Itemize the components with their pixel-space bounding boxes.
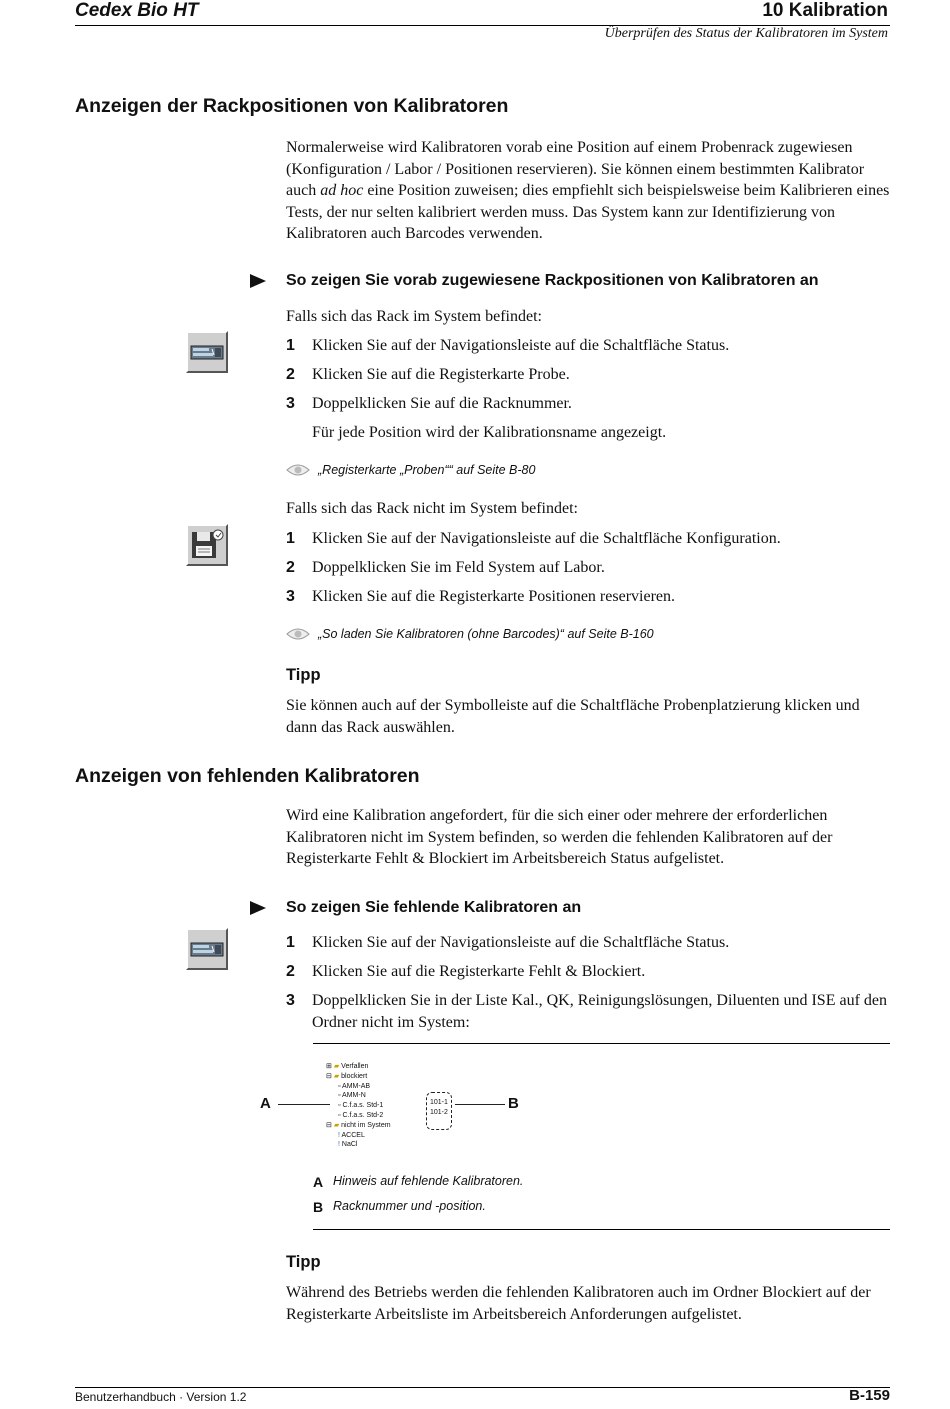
step-text: Doppelklicken Sie im Feld System auf Labor.	[312, 559, 605, 576]
case1-step-2	[286, 364, 892, 386]
eye-icon	[286, 627, 310, 641]
callout-b-line	[455, 1104, 505, 1105]
case2-step-3	[286, 586, 892, 608]
legend-text: Hinweis auf fehlende Kalibratoren.	[333, 1174, 524, 1188]
step-number: 3	[286, 588, 295, 605]
step-text: Doppelklicken Sie auf die Racknummer.	[312, 395, 572, 412]
case2-step-1	[286, 528, 892, 550]
chapter-subtitle: Überprüfen des Status der Kalibratoren im System	[604, 26, 888, 41]
eye-icon	[286, 463, 310, 477]
figure-bottom-rule	[313, 1229, 890, 1230]
tree-node[interactable]: ⊟ ▰ blockiert	[326, 1072, 368, 1080]
section2-step-3	[286, 990, 892, 1033]
tip-heading-2: Tipp	[286, 1253, 321, 1271]
section2-intro: Wird eine Kalibration angefordert, für die sich einer oder mehrere der erforderlichen Kalibratoren nicht im System befinden, so werden die fehlenden Kalibratoren auf der Registerkarte Fehlt & Blockiert im Arbeitsbereich Status aufgelistet.	[286, 807, 833, 867]
step-text: Klicken Sie auf der Navigationsleiste auf die Schaltfläche Konfiguration.	[312, 530, 781, 547]
step-text: Klicken Sie auf die Registerkarte Probe.	[312, 366, 570, 383]
case1-label: Falls sich das Rack im System befindet:	[286, 308, 542, 325]
step-text: Klicken Sie auf die Registerkarte Positionen reservieren.	[312, 588, 675, 605]
folder-tree	[326, 1062, 416, 1150]
footer-rule	[75, 1387, 890, 1388]
procedure-title: So zeigen Sie vorab zugewiesene Rackpositionen von Kalibratoren an	[286, 272, 819, 289]
step-text: Doppelklicken Sie in der Liste Kal., QK, Reinigungslösungen, Diluenten und ISE auf den Ordner nicht im System:	[312, 992, 888, 1031]
chapter-title: 10 Kalibration	[762, 0, 888, 21]
missing-calibrators-figure	[258, 1058, 538, 1158]
step-number: 2	[286, 366, 295, 383]
step-text: Klicken Sie auf die Registerkarte Fehlt & Blockiert.	[312, 963, 646, 980]
legend-key: A	[313, 1174, 324, 1190]
tip-heading-1: Tipp	[286, 666, 321, 684]
section1-intro	[286, 137, 894, 245]
section-title-rack-positions: Anzeigen der Rackpositionen von Kalibratoren	[75, 95, 509, 117]
step-number: 3	[286, 395, 295, 412]
legend-item-b	[313, 1199, 486, 1215]
legend-key: B	[313, 1199, 324, 1215]
rack-position: 101-2	[430, 1109, 448, 1116]
legend-text: Racknummer und -position.	[333, 1199, 486, 1213]
case2-label: Falls sich das Rack nicht im System befindet:	[286, 500, 578, 517]
section-title-missing-calibrators: Anzeigen von fehlenden Kalibratoren	[75, 765, 420, 787]
figure-top-rule	[313, 1043, 890, 1044]
case1-step-3	[286, 393, 892, 415]
tree-node[interactable]: ⊟ ▰ nicht im System	[326, 1121, 391, 1129]
step-text: Klicken Sie auf der Navigationsleiste auf die Schaltfläche Status.	[312, 337, 730, 354]
section2-step-2	[286, 961, 892, 983]
tree-leaf[interactable]: ▫ C.f.a.s. Std-1	[338, 1102, 384, 1110]
procedure-arrow-icon	[250, 274, 266, 288]
procedure-title: So zeigen Sie fehlende Kalibratoren an	[286, 899, 582, 916]
tree-leaf[interactable]: ! NaCl	[338, 1141, 358, 1149]
step-number: 3	[286, 992, 295, 1009]
callout-a: A	[260, 1095, 271, 1112]
cross-reference-1[interactable]	[286, 463, 535, 477]
step-number: 1	[286, 530, 295, 547]
tree-leaf[interactable]: ▫ AMM-N	[338, 1092, 366, 1100]
tree-node[interactable]: ⊞ ▰ Verfallen	[326, 1063, 369, 1070]
procedure-arrow-icon	[250, 901, 266, 915]
page-number: B-159	[849, 1387, 890, 1404]
callout-a-line	[278, 1104, 330, 1105]
status-button-icon	[186, 331, 228, 373]
intro-text-emphasis: ad hoc	[320, 182, 364, 199]
step-text: Klicken Sie auf der Navigationsleiste auf die Schaltfläche Status.	[312, 934, 730, 951]
callout-b: B	[508, 1095, 519, 1112]
rack-position-box	[426, 1092, 452, 1130]
step-number: 2	[286, 559, 295, 576]
intro-text-pre: Normalerweise wird Kalibratoren vorab eine Position auf einem Probenrack zugewiesen (Konfiguration / Labor / Positionen reservieren). Sie können einem bestimmten Kalibrator auch	[286, 139, 865, 199]
tree-leaf[interactable]: ! ACCEL	[338, 1131, 365, 1139]
cross-reference-2[interactable]	[286, 627, 654, 641]
configuration-button-icon	[186, 524, 228, 566]
product-name: Cedex Bio HT	[75, 0, 199, 21]
tip-text-1: Sie können auch auf der Symbolleiste auf die Schaltfläche Probenplatzierung klicken und dann das Rack auswählen.	[286, 697, 860, 736]
manual-version: Benutzerhandbuch · Version 1.2	[75, 1390, 247, 1404]
status-button-icon	[186, 928, 228, 970]
tree-leaf[interactable]: ▫ AMM-AB	[338, 1082, 371, 1090]
step-number: 2	[286, 963, 295, 980]
section2-step-1	[286, 932, 892, 954]
procedure-heading-1	[250, 272, 819, 290]
case2-step-2	[286, 557, 892, 579]
tree-leaf[interactable]: ▫ C.f.a.s. Std-2	[338, 1111, 384, 1119]
step-number: 1	[286, 337, 295, 354]
tip-text-2: Während des Betriebs werden die fehlenden Kalibratoren auch im Ordner Blockiert auf der Registerkarte Arbeitsliste im Arbeitsbereich Anforderungen aufgelistet.	[286, 1284, 871, 1323]
xref-text: „Registerkarte „Proben““ auf Seite B-80	[318, 463, 536, 477]
xref-text: „So laden Sie Kalibratoren (ohne Barcodes)“ auf Seite B-160	[318, 627, 654, 641]
procedure-heading-2	[250, 899, 581, 917]
step-number: 1	[286, 934, 295, 951]
rack-position: 101-1	[430, 1099, 448, 1106]
intro-text-post: eine Position zuweisen; dies empfiehlt sich beispielsweise beim Kalibrieren eines Tests, der nur selten kalibriert werden muss. Das System kann zur Identifizierung von Kalibratoren auch Barcodes verwenden.	[286, 182, 890, 242]
legend-item-a	[313, 1174, 523, 1190]
case1-step-1	[286, 335, 892, 357]
case1-result: Für jede Position wird der Kalibrationsname angezeigt.	[312, 424, 667, 441]
